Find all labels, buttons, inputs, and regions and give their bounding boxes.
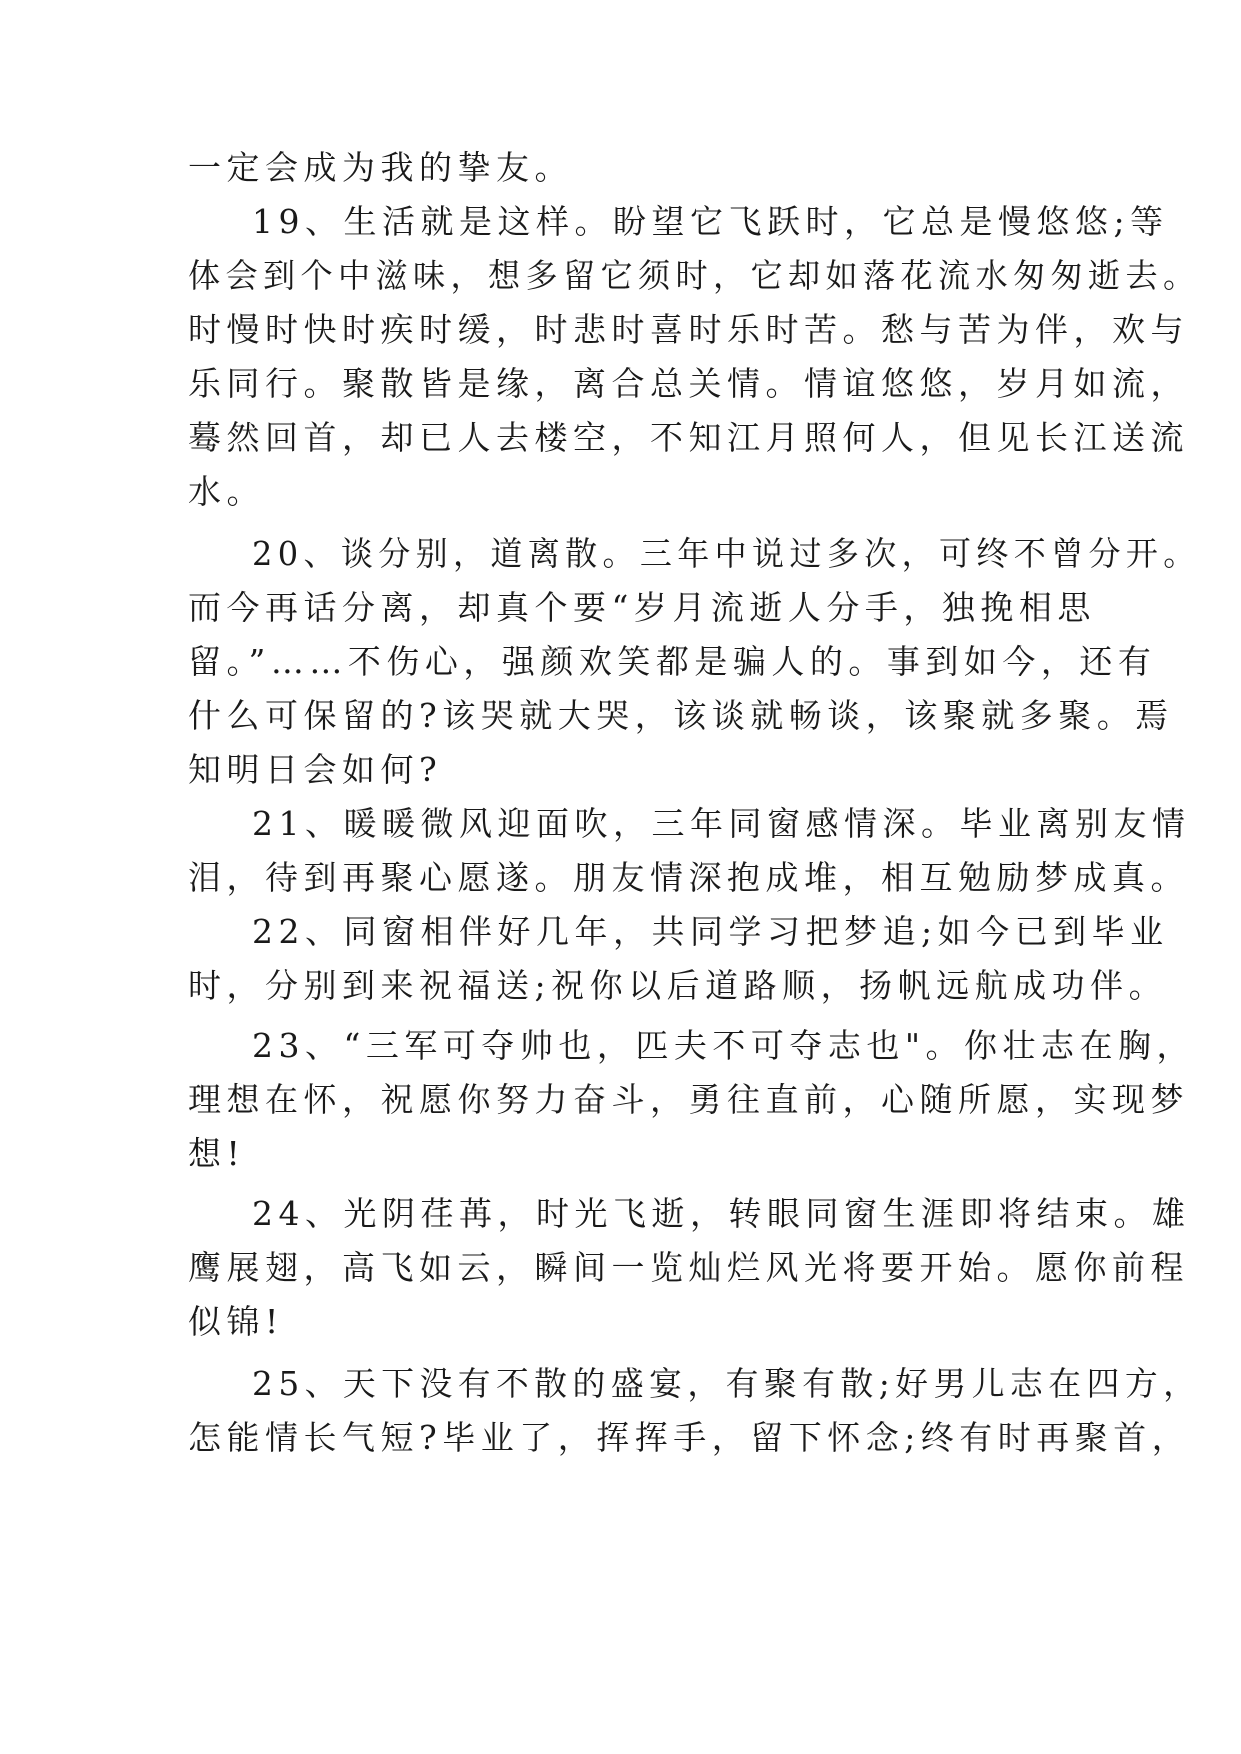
text-line: 怎能情长气短?毕业了，挥挥手，留下怀念;终有时再聚首， [188,1418,1191,1457]
text-line: 水。 [188,472,265,511]
text-line: 25、天下没有不散的盛宴，有聚有散;好男儿志在四方， [252,1364,1202,1403]
text-line: 19、生活就是这样。盼望它飞跃时，它总是慢悠悠;等 [252,202,1169,241]
text-line: 23、“三军可夺帅也，匹夫不可夺志也"。你壮志在胸， [252,1026,1196,1065]
text-line: 21、暖暖微风迎面吹，三年同窗感情深。毕业离别友情 [252,804,1191,843]
text-line: 理想在怀，祝愿你努力奋斗，勇往直前，心随所愿，实现梦 [188,1080,1189,1119]
text-line: 留。”……不伤心，强颜欢笑都是骗人的。事到如今，还有 [188,642,1157,681]
text-line: 似锦! [188,1302,284,1341]
text-line: 蓦然回首，却已人去楼空，不知江月照何人，但见长江送流 [188,418,1189,457]
text-line: 鹰展翅，高飞如云，瞬间一览灿烂风光将要开始。愿你前程 [188,1248,1189,1287]
text-line: 什么可保留的?该哭就大哭，该谈就畅谈，该聚就多聚。焉 [188,696,1174,735]
text-line: 乐同行。聚散皆是缘，离合总关情。情谊悠悠，岁月如流， [188,364,1189,403]
text-line: 22、同窗相伴好几年，共同学习把梦追;如今已到毕业 [252,912,1169,951]
text-line: 想! [188,1134,246,1173]
text-line: 而今再话分离，却真个要“岁月流逝人分手，独挽相思 [188,588,1096,627]
text-line: 24、光阴荏苒，时光飞逝，转眼同窗生涯即将结束。雄 [252,1194,1191,1233]
text-line: 知明日会如何? [188,750,443,789]
text-line: 一定会成为我的挚友。 [188,148,573,187]
text-line: 体会到个中滋味，想多留它须时，它却如落花流水匆匆逝去。 [188,256,1201,295]
text-line: 泪，待到再聚心愿遂。朋友情深抱成堆，相互勉励梦成真。 [188,858,1189,897]
text-line: 时慢时快时疾时缓，时悲时喜时乐时苦。愁与苦为伴，欢与 [188,310,1189,349]
text-line: 时，分别到来祝福送;祝你以后道路顺，扬帆远航成功伴。 [188,966,1168,1005]
text-line: 20、谈分别，道离散。三年中说过多次，可终不曾分开。 [252,534,1201,573]
